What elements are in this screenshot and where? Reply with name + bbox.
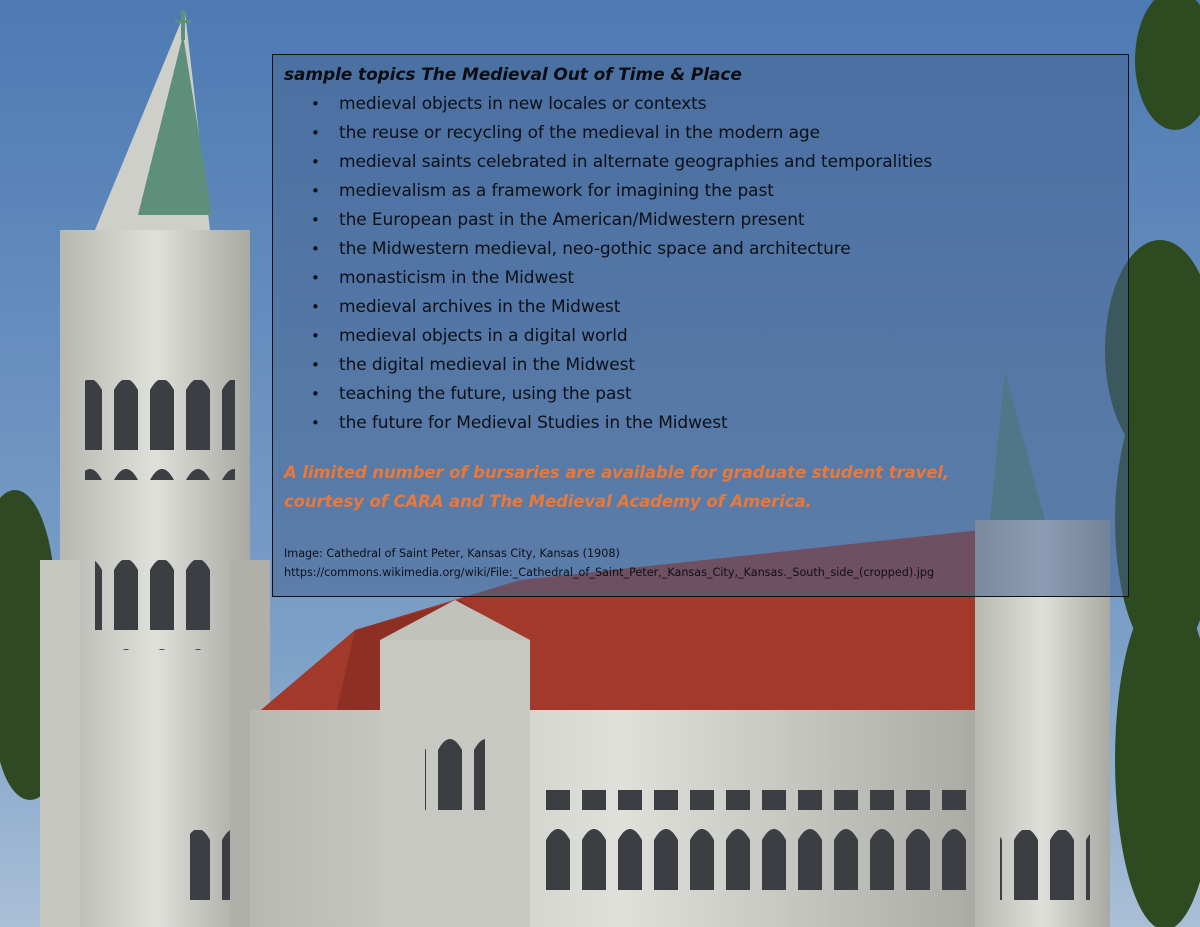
list-item: [284, 264, 1128, 293]
bullet-icon: •: [311, 414, 320, 432]
bullet-icon: •: [311, 356, 320, 374]
list-item: [284, 148, 1128, 177]
bullet-icon: •: [311, 385, 320, 403]
topic-text: the digital medieval in the Midwest: [339, 355, 635, 375]
credit-url: https://commons.wikimedia.org/wiki/File:_Cathedral_of_Saint_Peter,_Kansas_City,_Kansas._South_side_(cropped).jpg: [284, 566, 935, 579]
bursary-line: A limited number of bursaries are available for graduate student travel,: [284, 463, 950, 482]
topics-overlay-box: [272, 54, 1129, 597]
topic-text: teaching the future, using the past: [339, 384, 632, 404]
topic-text: the European past in the American/Midwestern present: [339, 210, 805, 230]
bullet-icon: •: [311, 182, 320, 200]
bursary-line: courtesy of CARA and The Medieval Academy of America.: [284, 492, 812, 511]
list-item: [284, 206, 1128, 235]
topic-text: medievalism as a framework for imagining the past: [339, 181, 774, 201]
bullet-icon: •: [311, 240, 320, 258]
list-item: [284, 177, 1128, 206]
topic-text: medieval objects in a digital world: [339, 326, 628, 346]
list-item: [284, 235, 1128, 264]
bursary-note: [284, 458, 1128, 516]
list-item: [284, 90, 1128, 119]
bullet-icon: •: [311, 153, 320, 171]
topic-text: the Midwestern medieval, neo-gothic space and architecture: [339, 239, 851, 259]
list-item: [284, 351, 1128, 380]
bullet-icon: •: [311, 269, 320, 287]
topic-text: the future for Medieval Studies in the Midwest: [339, 413, 728, 433]
bullet-icon: •: [311, 211, 320, 229]
topic-text: medieval objects in new locales or contexts: [339, 94, 707, 114]
topic-text: monasticism in the Midwest: [339, 268, 574, 288]
overlay-title: sample topics The Medieval Out of Time & Place: [284, 65, 742, 85]
credit-caption: Image: Cathedral of Saint Peter, Kansas City, Kansas (1908): [284, 547, 620, 560]
list-item: [284, 119, 1128, 148]
list-item: [284, 322, 1128, 351]
topics-list: [284, 90, 1128, 438]
bullet-icon: •: [311, 95, 320, 113]
image-credit: [284, 544, 1128, 582]
topic-text: medieval archives in the Midwest: [339, 297, 621, 317]
bullet-icon: •: [311, 124, 320, 142]
bullet-icon: •: [311, 327, 320, 345]
list-item: [284, 409, 1128, 438]
topic-text: the reuse or recycling of the medieval in the modern age: [339, 123, 820, 143]
list-item: [284, 380, 1128, 409]
bullet-icon: •: [311, 298, 320, 316]
topic-text: medieval saints celebrated in alternate geographies and temporalities: [339, 152, 933, 172]
list-item: [284, 293, 1128, 322]
